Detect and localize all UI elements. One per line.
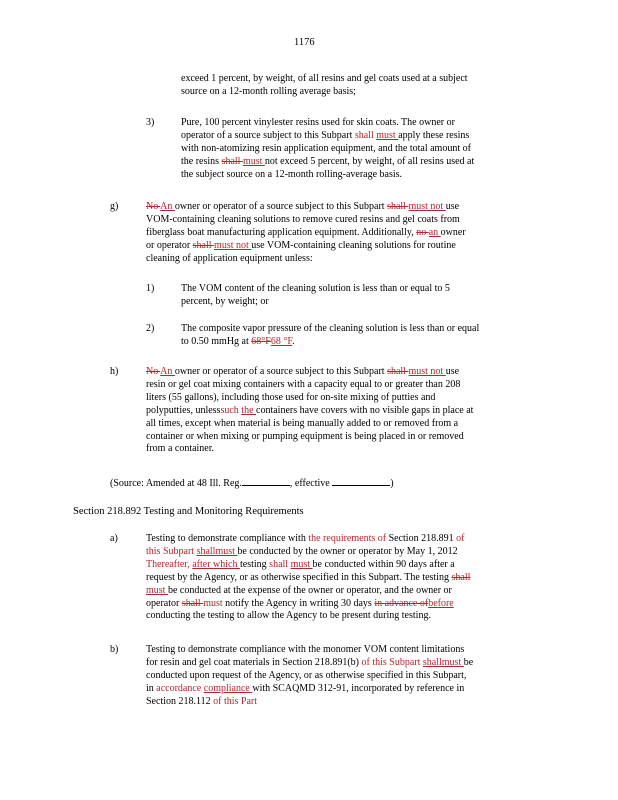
text-line: to 0.50 mmHg at 68°F68 °F. xyxy=(181,335,295,347)
inserted-text: compliance xyxy=(203,682,253,694)
item-b-paragraph xyxy=(146,644,473,709)
inserted-text: of xyxy=(456,533,465,544)
inserted-text: the requirements of xyxy=(308,533,389,544)
deleted-text: No xyxy=(146,366,161,377)
text-line: conducting the testing to allow the Agency to be present during testing. xyxy=(146,610,431,622)
text-line: Testing to demonstrate compliance with the requirements of Section 218.891 of xyxy=(146,533,465,544)
deleted-text: in advance of xyxy=(374,597,429,609)
text-line: percent, by weight; or xyxy=(181,295,269,307)
item-h-paragraph xyxy=(146,366,473,456)
text-line: No An owner or operator of a source subject to this Subpart shall must not use xyxy=(146,366,460,377)
inserted-text: An xyxy=(160,366,175,377)
inserted-text: must xyxy=(146,584,168,596)
item-g-paragraph xyxy=(146,201,466,266)
text-line: must be conducted at the expense of the owner or operator, and the owner or xyxy=(146,584,452,596)
text-line: fiberglass boat manufacturing application equipment. Additionally, no an owner xyxy=(146,226,466,238)
text-line: The composite vapor pressure of the cleaning solution is less than or equal xyxy=(181,323,480,334)
inserted-text: after which xyxy=(192,558,240,570)
deleted-text: shall xyxy=(451,571,471,583)
item-g2-paragraph xyxy=(181,323,479,349)
text-line: from a container. xyxy=(146,443,215,455)
inserted-text: before xyxy=(428,597,454,609)
inserted-text: must xyxy=(242,155,265,167)
text-line: the resins shall must not exceed 5 percent, by weight, of all resins used at xyxy=(181,155,475,167)
item-a-paragraph xyxy=(146,533,470,623)
text-line: for resin and gel coat materials in Section 218.891(b) of this Subpart shallmust be xyxy=(146,656,474,668)
inserted-text: must not xyxy=(408,366,446,377)
inserted-text: must not xyxy=(214,239,252,251)
item3-continued xyxy=(181,73,468,99)
text-line: cleaning of application equipment unless: xyxy=(146,252,313,264)
item-b-label: b) xyxy=(110,644,119,655)
text-line: operator shall must notify the Agency in writing 30 days in advance ofbefore xyxy=(146,597,454,609)
inserted-text: the xyxy=(241,404,257,416)
text-line: operator of a source subject to this Subpart shall must apply these resins xyxy=(181,129,470,141)
page-number: 1176 xyxy=(294,37,315,48)
inserted-text: this Subpart xyxy=(146,545,197,557)
text-line: conducted upon request of the Agency, or as otherwise specified in this Subpart, xyxy=(146,669,467,681)
text-line: all times, except when material is being manually added to or removed from a xyxy=(146,417,459,429)
inserted-text: of this Subpart xyxy=(361,656,423,668)
text-line: in accordance compliance with SCAQMD 312-91, incorporated by reference in xyxy=(146,682,465,694)
text-line: polyputties, unlesssuch the containers have covers with no visible gaps in place at xyxy=(146,404,474,416)
item3-label: 3) xyxy=(146,117,155,128)
section-heading: Section 218.892 Testing and Monitoring Requirements xyxy=(73,506,304,517)
deleted-text: shall xyxy=(192,239,215,251)
deleted-text: accordance xyxy=(156,682,204,694)
inserted-text: 68 °F xyxy=(270,335,293,347)
deleted-text: shall xyxy=(181,597,204,609)
item-a-label: a) xyxy=(110,533,118,544)
text-line: the subject source on a 12-month rolling-average basis. xyxy=(181,168,403,180)
inserted-text: Thereafter, xyxy=(146,558,193,570)
inserted-text: must xyxy=(290,558,313,570)
text-line: source on a 12-month rolling average basis; xyxy=(181,85,356,97)
deleted-text: shall xyxy=(387,366,409,377)
deleted-text: shall xyxy=(422,656,442,668)
inserted-text: must xyxy=(203,597,226,609)
deleted-text: No xyxy=(146,201,161,212)
text-line: with non-atomizing resin application equipment, and the total amount of xyxy=(181,142,471,154)
item-g1-paragraph xyxy=(181,283,450,309)
text-line: liters (55 gallons), including those used for on-site mixing of putties and xyxy=(146,391,436,403)
text-line: Pure, 100 percent vinylester resins used for skin coats. The owner or xyxy=(181,117,455,128)
deleted-text: shall xyxy=(354,129,377,141)
deleted-text: shall xyxy=(387,201,409,212)
deleted-text: such xyxy=(220,404,242,416)
deleted-text: shall xyxy=(221,155,243,167)
text-line: this Subpart shallmust be conducted by the owner or operator by May 1, 2012 xyxy=(146,545,458,557)
inserted-text: must xyxy=(441,656,464,668)
item-h-label: h) xyxy=(110,366,119,377)
inserted-text: of this Part xyxy=(213,695,258,707)
inserted-text: must xyxy=(376,129,399,141)
blank-line xyxy=(332,476,390,486)
text-line: Thereafter, after which testing shall must be conducted within 90 days after a xyxy=(146,558,455,570)
deleted-text: 68°F xyxy=(251,335,271,347)
item-g-label: g) xyxy=(110,201,119,212)
blank-line xyxy=(242,476,290,486)
text-line: container or when mixing or pumping equipment is being placed in or removed xyxy=(146,430,464,442)
item-g1-label: 1) xyxy=(146,283,155,294)
inserted-text: An xyxy=(160,201,175,212)
text-line: or operator shall must not use VOM-containing cleaning solutions for routine xyxy=(146,239,456,251)
item-g2-label: 2) xyxy=(146,323,155,334)
text-line: VOM-containing cleaning solutions to remove cured resins and gel coats from xyxy=(146,213,460,225)
deleted-text: no xyxy=(416,226,429,238)
text-line: Testing to demonstrate compliance with the monomer VOM content limitations xyxy=(146,644,465,655)
text-line: No An owner or operator of a source subject to this Subpart shall must not use xyxy=(146,201,460,212)
source-note: (Source: Amended at 48 Ill. Reg. , effective ) xyxy=(110,478,394,489)
inserted-text: an xyxy=(428,226,441,238)
inserted-text: must not xyxy=(408,201,446,212)
text-line: request by the Agency, or as otherwise specified in this Subpart. The testing shall xyxy=(146,571,471,583)
text-line: The VOM content of the cleaning solution is less than or equal to 5 xyxy=(181,283,450,294)
text-line: resin or gel coat mixing containers with a capacity equal to or greater than 208 xyxy=(146,378,461,390)
inserted-text: must xyxy=(215,545,238,557)
text-line: Section 218.112 of this Part xyxy=(146,695,258,707)
item3-paragraph xyxy=(181,117,474,182)
deleted-text: shall xyxy=(196,545,216,557)
text-line: exceed 1 percent, by weight, of all resins and gel coats used at a subject xyxy=(181,73,468,84)
deleted-text: shall xyxy=(269,558,291,570)
